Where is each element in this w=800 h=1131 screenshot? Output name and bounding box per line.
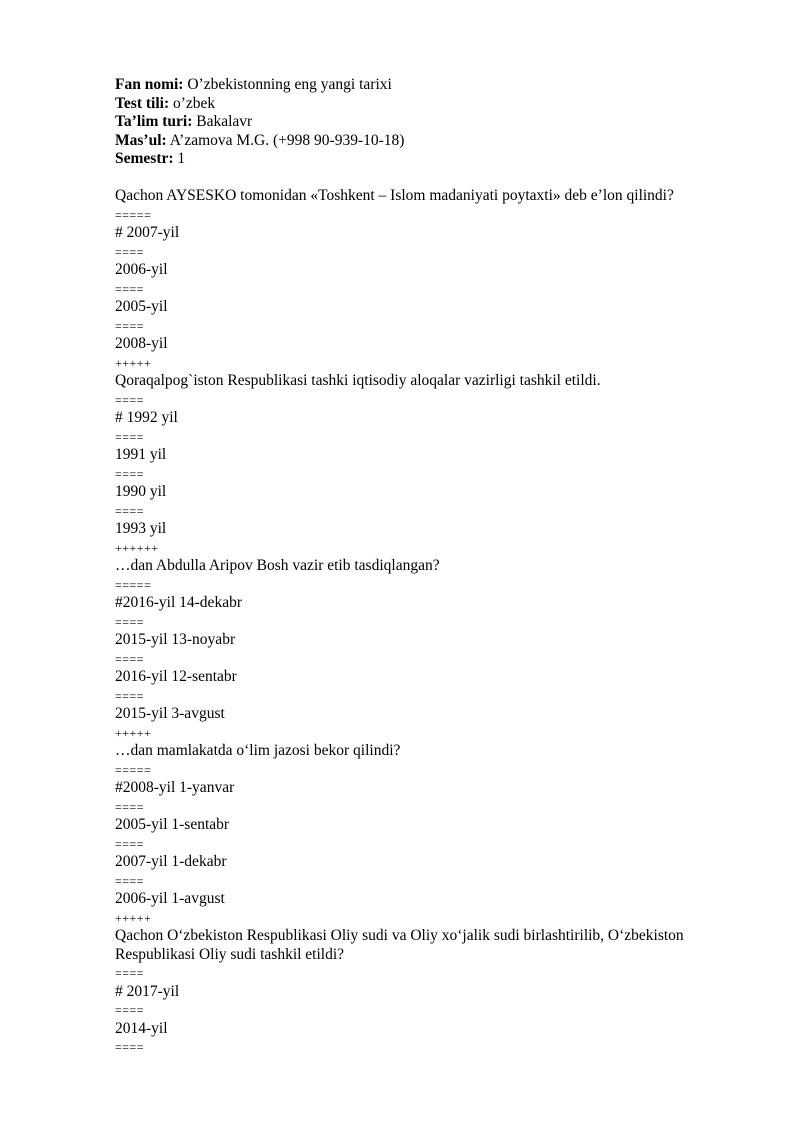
answer-option: 2005-yil 1-sentabr xyxy=(115,816,230,833)
test-body xyxy=(115,187,755,1057)
answer-option: 2006-yil xyxy=(115,261,168,278)
separator-line: ==== xyxy=(115,466,145,481)
separator-line: ===== xyxy=(115,577,152,592)
meta-semestr-label: Semestr: xyxy=(115,150,174,167)
separator-line: ==== xyxy=(115,244,145,259)
separator-line: +++++ xyxy=(115,355,152,370)
meta-semestr-value: 1 xyxy=(173,150,186,167)
answer-option: 2006-yil 1-avgust xyxy=(115,890,225,907)
separator-line: ==== xyxy=(115,1003,145,1017)
answer-option: 2016-yil 12-sentabr xyxy=(115,668,237,685)
question-text: Qachon AYSESKO tomonidan «Toshkent – Islom madaniyati poytaxti» deb e’lon qilindi? xyxy=(115,187,674,204)
separator-line: ==== xyxy=(115,966,145,980)
separator-line: ==== xyxy=(115,651,145,666)
separator-line: ==== xyxy=(115,688,145,703)
meta-semestr xyxy=(115,150,755,169)
separator-line: +++++ xyxy=(115,725,152,740)
question-text: …dan mamlakatda o‘lim jazosi bekor qilindi? xyxy=(115,742,401,759)
meta-test-tili-label: Test tili: xyxy=(115,94,170,112)
separator-line: ==== xyxy=(115,318,145,333)
meta-fan-nomi-value: O’zbekistonning eng yangi tarixi xyxy=(183,76,392,93)
question-text: …dan Abdulla Aripov Bosh vazir etib tasdiqlangan? xyxy=(115,557,440,574)
separator-line: ==== xyxy=(115,281,145,296)
answer-option: # 2017-yil xyxy=(115,982,180,1000)
separator-line: ==== xyxy=(115,799,145,814)
separator-line: ==== xyxy=(115,392,145,407)
answer-option: #2016-yil 14-dekabr xyxy=(115,594,242,611)
answer-option: 2008-yil xyxy=(115,335,168,352)
answer-option: # 2007-yil xyxy=(115,224,180,241)
question-text: Qachon O‘zbekiston Respublikasi Oliy sudi va Oliy xo‘jalik sudi birlashtirilib, O‘zbekiston Respublikasi Oliy sudi tashkil etildi? xyxy=(115,927,684,963)
meta-masul xyxy=(115,132,755,151)
document-page xyxy=(115,76,755,1057)
answer-option: #2008-yil 1-yanvar xyxy=(115,779,235,796)
answer-option: 2015-yil 13-noyabr xyxy=(115,631,236,648)
separator-line: ==== xyxy=(115,614,145,629)
answer-option: # 1992 yil xyxy=(115,409,178,426)
meta-talim-turi-value: Bakalavr xyxy=(192,113,253,130)
question-text: Qoraqalpog`iston Respublikasi tashki iqtisodiy aloqalar vazirligi tashkil etildi. xyxy=(115,372,601,389)
meta-masul-label: Mas’ul: xyxy=(115,131,167,149)
answer-option: 2007-yil 1-dekabr xyxy=(115,853,227,870)
meta-fan-nomi xyxy=(115,76,755,95)
header-spacer xyxy=(115,169,755,188)
answer-option: 2014-yil xyxy=(115,1019,168,1037)
separator-line: ==== xyxy=(115,836,145,851)
separator-line: ===== xyxy=(115,207,152,222)
answer-option: 2015-yil 3-avgust xyxy=(115,705,225,722)
answer-option: 2005-yil xyxy=(115,298,168,315)
meta-fan-nomi-label: Fan nomi: xyxy=(115,76,184,93)
separator-line: ===== xyxy=(115,762,152,777)
meta-talim-turi-label: Ta’lim turi: xyxy=(115,113,193,130)
separator-line: ==== xyxy=(115,503,145,518)
meta-test-tili xyxy=(115,95,755,114)
answer-option: 1991 yil xyxy=(115,446,167,463)
separator-line: ==== xyxy=(115,1040,145,1054)
separator-line: ==== xyxy=(115,429,145,444)
separator-line: +++++ xyxy=(115,910,152,925)
meta-test-tili-value: o’zbek xyxy=(169,94,216,112)
meta-masul-value: A’zamova M.G. (+998 90-939-10-18) xyxy=(166,131,405,149)
separator-line: ==== xyxy=(115,873,145,888)
answer-option: 1993 yil xyxy=(115,520,167,537)
meta-talim-turi xyxy=(115,113,755,132)
separator-line: ++++++ xyxy=(115,540,159,555)
answer-option: 1990 yil xyxy=(115,483,167,500)
